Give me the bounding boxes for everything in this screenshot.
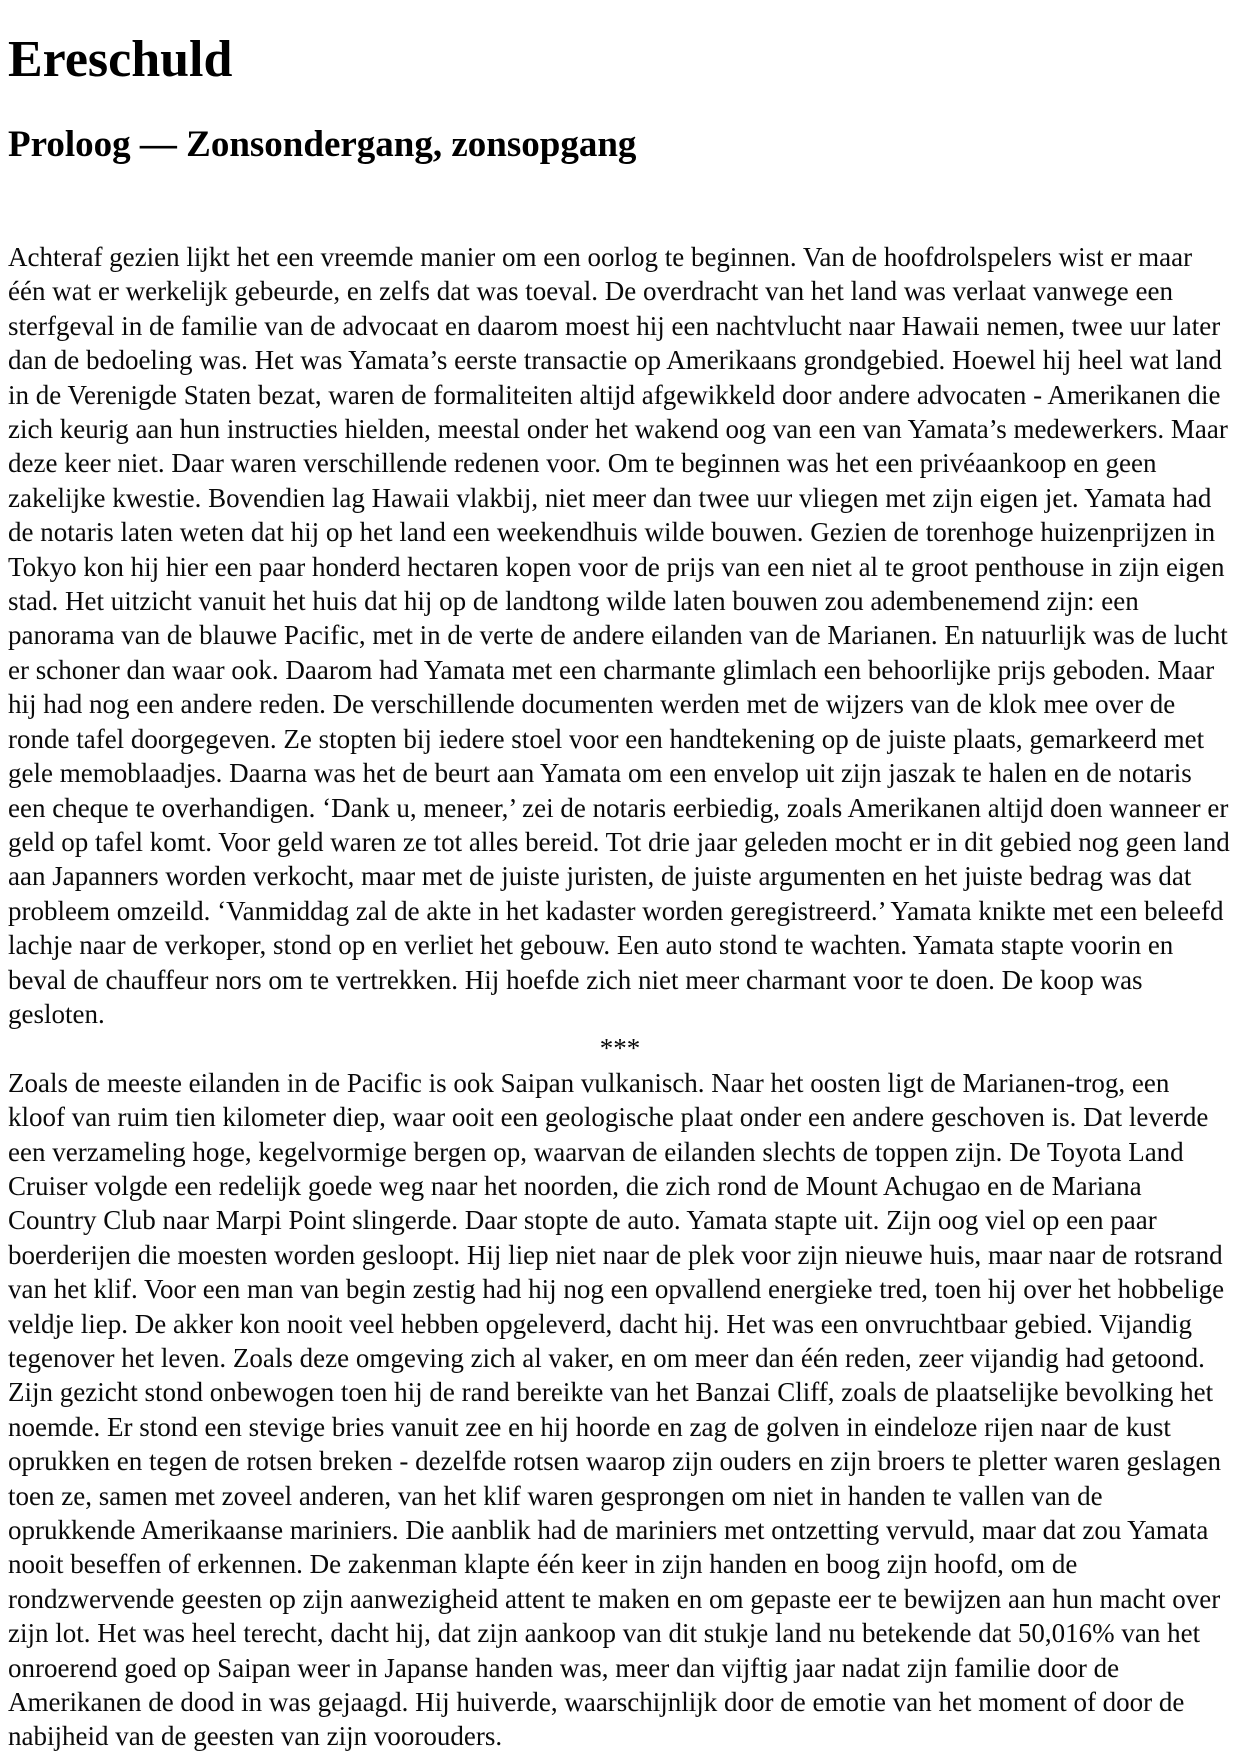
paragraph-1: Achteraf gezien lijkt het een vreemde manier om een oorlog te beginnen. Van de hoofdrolspelers wist er maar één wat er werkelijk gebeurde, en zelfs dat was toeval. De overdracht van het land was verlaat vanwege een sterfgeval in de familie van de advocaat en daarom moest hij een nachtvlucht naar Hawaii nemen, twee uur later dan de bedoeling was. Het was Yamata’s eerste transactie op Amerikaans grondgebied. Hoewel hij heel wat land in de Verenigde Staten bezat, waren de formaliteiten altijd afgewikkeld door andere advocaten - Amerikanen die zich keurig aan hun instructies hielden, meestal onder het wakend oog van een van Yamata’s medewerkers. Maar deze keer niet. Daar waren verschillende redenen voor. Om te beginnen was het een privéaankoop en geen zakelijke kwestie. Bovendien lag Hawaii vlakbij, niet meer dan twee uur vliegen met zijn eigen jet. Yamata had de notaris laten weten dat hij op het land een weekendhuis wilde bouwen. Gezien de torenhoge huizenprijzen in Tokyo kon hij hier een paar honderd hectaren kopen voor de prijs van een niet al te groot penthouse in zijn eigen stad. Het uitzicht vanuit het huis dat hij op de landtong wilde laten bouwen zou adembenemend zijn: een panorama van de blauwe Pacific, met in de verte de andere eilanden van de Marianen. En natuurlijk was de lucht er schoner dan waar ook. Daarom had Yamata met een charmante glimlach een behoorlijke prijs geboden. Maar hij had nog een andere reden. De verschillende documenten werden met de wijzers van de klok mee over de ronde tafel doorgegeven. Ze stopten bij iedere stoel voor een handtekening op de juiste plaats, gemarkeerd met gele memoblaadjes. Daarna was het de beurt aan Yamata om een envelop uit zijn jaszak te halen en de notaris een cheque te overhandigen. ‘Dank u, meneer,’ zei de notaris eerbiedig, zoals Amerikanen altijd doen wanneer er geld op tafel komt. Voor geld waren ze tot alles bereid. Tot drie jaar geleden mocht er in dit gebied nog geen land aan Japanners worden verkocht, maar met de juiste juristen, de juiste argumenten en het juiste bedrag was dat probleem omzeild. ‘Vanmiddag zal de akte in het kadaster worden geregistreerd.’ Yamata knikte met een beleefd lachje naar de verkoper, stond op en verliet het gebouw. Een auto stond te wachten. Yamata stapte voorin en beval de chauffeur nors om te vertrekken. Hij hoefde zich niet meer charmant voor te doen. De koop was gesloten. bbox=[8, 242, 1230, 1029]
body-text bbox=[8, 240, 1232, 1752]
page-title: Ereschuld bbox=[8, 31, 233, 88]
chapter-heading: Proloog — Zonsondergang, zonsopgang bbox=[8, 124, 637, 165]
section-break: *** bbox=[599, 1033, 641, 1064]
paragraph-2: Zoals de meeste eilanden in de Pacific is ook Saipan vulkanisch. Naar het oosten ligt de Marianen-trog, een kloof van ruim tien kilometer diep, waar ooit een geologische plaat onder een andere geschoven is. Dat leverde een verzameling hoge, kegelvormige bergen op, waarvan de eilanden slechts de toppen zijn. De Toyota Land Cruiser volgde een redelijk goede weg naar het noorden, die zich rond de Mount Achugao en de Mariana Country Club naar Marpi Point slingerde. Daar stopte de auto. Yamata stapte uit. Zijn oog viel op een paar boerderijen die moesten worden gesloopt. Hij liep niet naar de plek voor zijn nieuwe huis, maar naar de rotsrand van het klif. Voor een man van begin zestig had hij nog een opvallend energieke tred, toen hij over het hobbelige veldje liep. De akker kon nooit veel hebben opgeleverd, dacht hij. Het was een onvruchtbaar gebied. Vijandig tegenover het leven. Zoals deze omgeving zich al vaker, en om meer dan één reden, zeer vijandig had getoond. Zijn gezicht stond onbewogen toen hij de rand bereikte van het Banzai Cliff, zoals de plaatselijke bevolking het noemde. Er stond een stevige bries vanuit zee en hij hoorde en zag de golven in eindeloze rijen naar de kust oprukken en tegen de rotsen breken - dezelfde rotsen waarop zijn ouders en zijn broers te pletter waren geslagen toen ze, samen met zoveel anderen, van het klif waren gesprongen om niet in handen te vallen van de oprukkende Amerikaanse mariniers. Die aanblik had de mariniers met ontzetting vervuld, maar dat zou Yamata nooit beseffen of erkennen. De zakenman klapte één keer in zijn handen en boog zijn hoofd, om de rondzwervende geesten op zijn aanwezigheid attent te maken en om gepaste eer te bewijzen aan hun macht over zijn lot. Het was heel terecht, dacht hij, dat zijn aankoop van dit stukje land nu betekende dat 50,016% van het onroerend goed op Saipan weer in Japanse handen was, meer dan vijftig jaar nadat zijn familie door de Amerikanen de dood in was gejaagd. Hij huiverde, waarschijnlijk door de emotie van het moment of door de nabijheid van de geesten van zijn voorouders. bbox=[8, 1067, 1225, 1752]
